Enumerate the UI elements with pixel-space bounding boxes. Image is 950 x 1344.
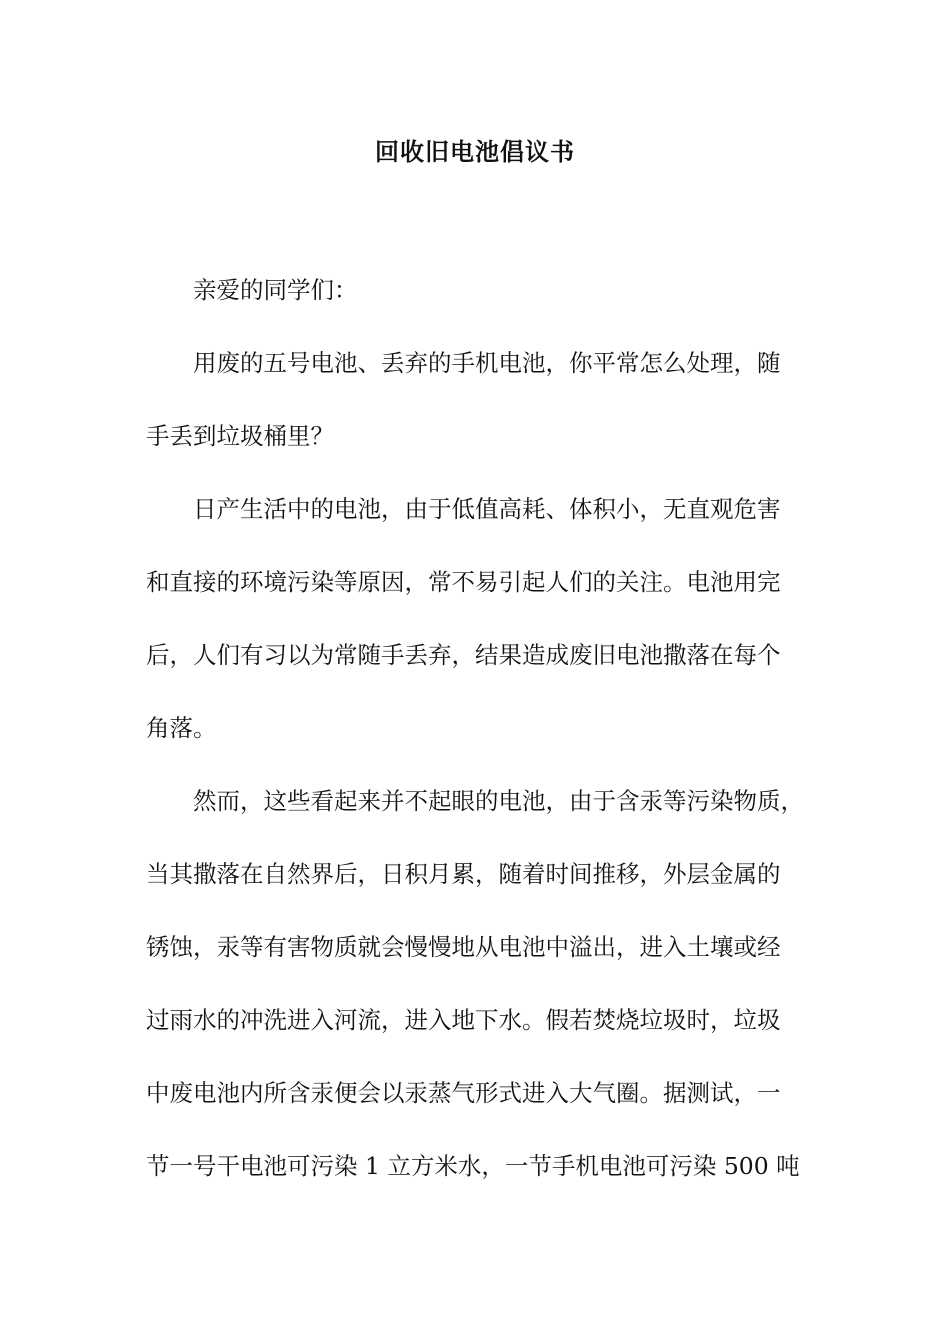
paragraph-line: 用废的五号电池、丢弃的手机电池，你平常怎么处理，随 [193, 349, 781, 377]
document-body [146, 254, 806, 1203]
paragraph-line: 然而，这些看起来并不起眼的电池，由于含汞等污染物质， [193, 787, 804, 815]
paragraph-line: 角落。 [146, 714, 217, 742]
paragraph-line: 和直接的环境污染等原因，常不易引起人们的关注。电池用完 [146, 568, 781, 596]
paragraph-line: 锈蚀，汞等有害物质就会慢慢地从电池中溢出，进入土壤或经 [146, 933, 781, 961]
paragraph-line: 日产生活中的电池，由于低值高耗、体积小，无直观危害 [193, 495, 781, 523]
paragraph-line: 后，人们有习以为常随手丢弃，结果造成废旧电池撒落在每个 [146, 641, 781, 669]
paragraph-line: 当其撒落在自然界后，日积月累，随着时间推移，外层金属的 [146, 860, 781, 888]
paragraph-line: 过雨水的冲洗进入河流，进入地下水。假若焚烧垃圾时，垃圾 [146, 1006, 781, 1034]
paragraph-line: 中废电池内所含汞便会以汞蒸气形式进入大气圈。据测试，一 [146, 1079, 781, 1107]
paragraph-line: 手丢到垃圾桶里？ [146, 422, 334, 450]
paragraph-line: 节一号干电池可污染 1 立方米水，一节手机电池可污染 500 吨 [146, 1152, 800, 1180]
greeting: 亲爱的同学们： [193, 276, 358, 304]
document-title: 回收旧电池倡议书 [375, 137, 575, 166]
